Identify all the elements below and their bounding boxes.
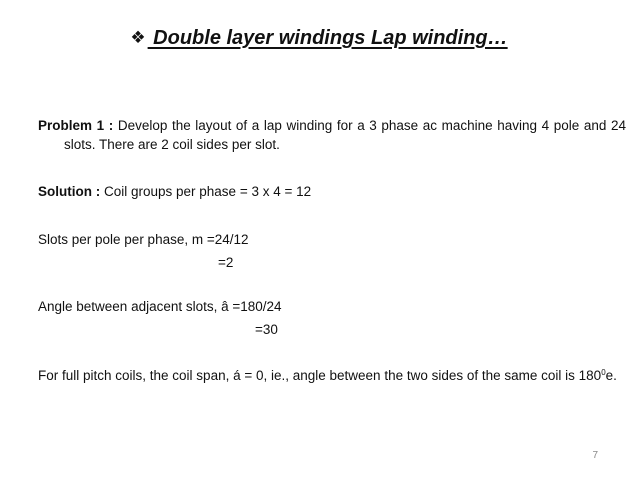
degree-superscript: 0 xyxy=(601,368,606,377)
angle-line: Angle between adjacent slots, â =180/24 xyxy=(38,299,282,314)
problem-statement xyxy=(38,116,626,154)
slots-per-pole-line: Slots per pole per phase, m =24/12 xyxy=(38,232,249,247)
full-pitch-text: For full pitch coils, the coil span, á = 0, ie., angle between the two sides of the same coil is 180 xyxy=(38,368,602,383)
solution-text: Coil groups per phase = 3 x 4 = 12 xyxy=(100,184,312,199)
slide-title xyxy=(0,24,638,52)
angle-result: =30 xyxy=(255,322,278,337)
solution-line xyxy=(38,182,600,201)
solution-label: Solution : xyxy=(38,184,101,199)
problem-label: Problem 1 : xyxy=(38,118,114,133)
slots-per-pole-result: =2 xyxy=(218,255,234,270)
problem-text: Develop the layout of a lap winding for a 3 phase ac machine having 4 pole and 24 slots. There are 2 coil sides per slot. xyxy=(64,118,626,152)
full-pitch-suffix: e. xyxy=(605,368,617,383)
title-text: Double layer windings Lap winding… xyxy=(147,27,508,49)
page-number: 7 xyxy=(592,450,598,461)
full-pitch-statement xyxy=(38,366,626,385)
diamond-bullet-icon: ❖ xyxy=(130,28,146,47)
